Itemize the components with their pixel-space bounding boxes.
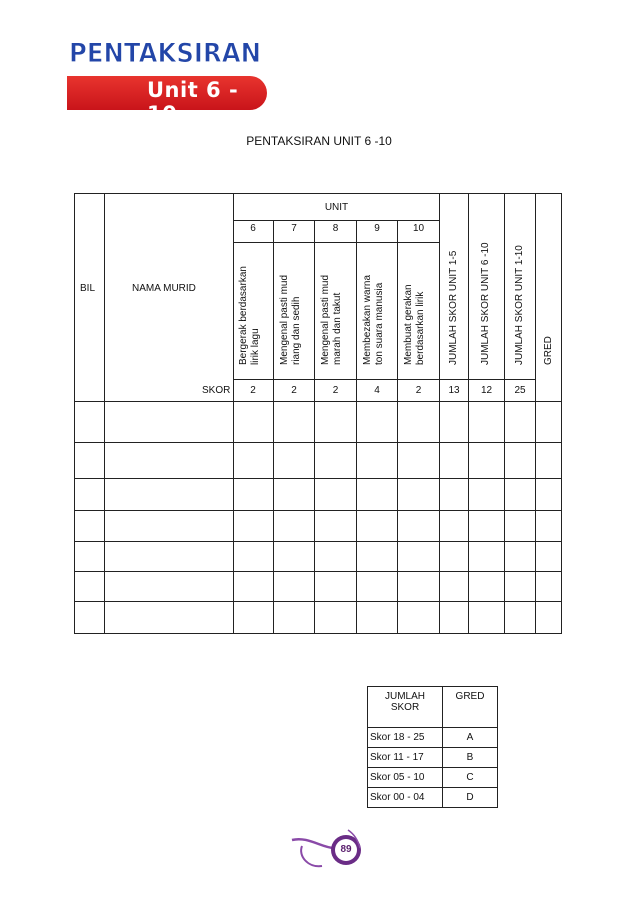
grade-range: Skor 00 - 04 (368, 788, 443, 808)
grade-range: Skor 11 - 17 (368, 748, 443, 768)
grade-legend-table (367, 686, 497, 801)
grade-legend-header-skor: JUMLAH SKOR (368, 687, 443, 728)
skor-unit-10: 2 (415, 385, 422, 396)
grade-range: Skor 05 - 10 (368, 768, 443, 788)
grade-letter: A (443, 728, 498, 748)
skor-jumlah-6-10: 12 (480, 385, 493, 396)
unit-title-8: Mengenal pasti mud marah dan takut (320, 274, 343, 365)
page-footer (288, 826, 368, 876)
section-subtitle: PENTAKSIRAN UNIT 6 -10 (246, 134, 392, 148)
grade-legend-row (368, 728, 498, 748)
unit-number-9: 9 (374, 223, 380, 234)
unit-number-6: 6 (250, 223, 256, 234)
skor-unit-9: 4 (374, 385, 380, 396)
unit-title-9: Membezakan warna ton suara manusia (362, 274, 385, 365)
unit-title-10: Membuat gerakan berdasarkan lirik (403, 284, 426, 365)
unit-number-10: 10 (412, 223, 425, 234)
grade-legend-header-gred: GRED (443, 687, 498, 728)
page-number: 89 (335, 839, 357, 861)
unit-number-8: 8 (332, 223, 339, 234)
unit-number-7: 7 (291, 223, 297, 234)
skor-unit-8: 2 (332, 385, 339, 396)
col-header-jumlah-1-5: JUMLAH SKOR UNIT 1-5 (448, 250, 459, 365)
grade-legend-row (368, 788, 498, 808)
col-header-jumlah-1-10: JUMLAH SKOR UNIT 1-10 (514, 245, 525, 365)
skor-jumlah-1-10: 25 (514, 385, 526, 396)
col-header-jumlah-6-10: JUMLAH SKOR UNIT 6 -10 (480, 242, 491, 365)
grade-letter: C (443, 768, 498, 788)
unit-banner (67, 76, 267, 126)
skor-unit-7: 2 (291, 385, 297, 396)
skor-label: SKOR (202, 385, 231, 396)
page-title-text: PENTAKSIRAN (69, 38, 261, 69)
grade-letter: D (443, 788, 498, 808)
skor-unit-6: 2 (250, 385, 256, 396)
assessment-table (74, 193, 561, 633)
grade-range: Skor 18 - 25 (368, 728, 443, 748)
skor-jumlah-1-5: 13 (448, 385, 460, 396)
grade-legend-row (368, 768, 498, 788)
col-header-unit: UNIT (324, 202, 349, 213)
page-title (67, 30, 267, 70)
col-header-gred: GRED (543, 336, 554, 365)
grade-legend-row (368, 748, 498, 768)
unit-title-7: Mengenal pasti mud riang dan sedih (279, 274, 302, 365)
grade-letter: B (443, 748, 498, 768)
unit-title-6: Bergerak berdasarkan lirik lagu (238, 266, 261, 365)
unit-banner-text: Unit 6 - 10 (147, 78, 239, 126)
col-header-nama-murid: NAMA MURID (132, 283, 196, 294)
col-header-bil: BIL (80, 283, 96, 294)
